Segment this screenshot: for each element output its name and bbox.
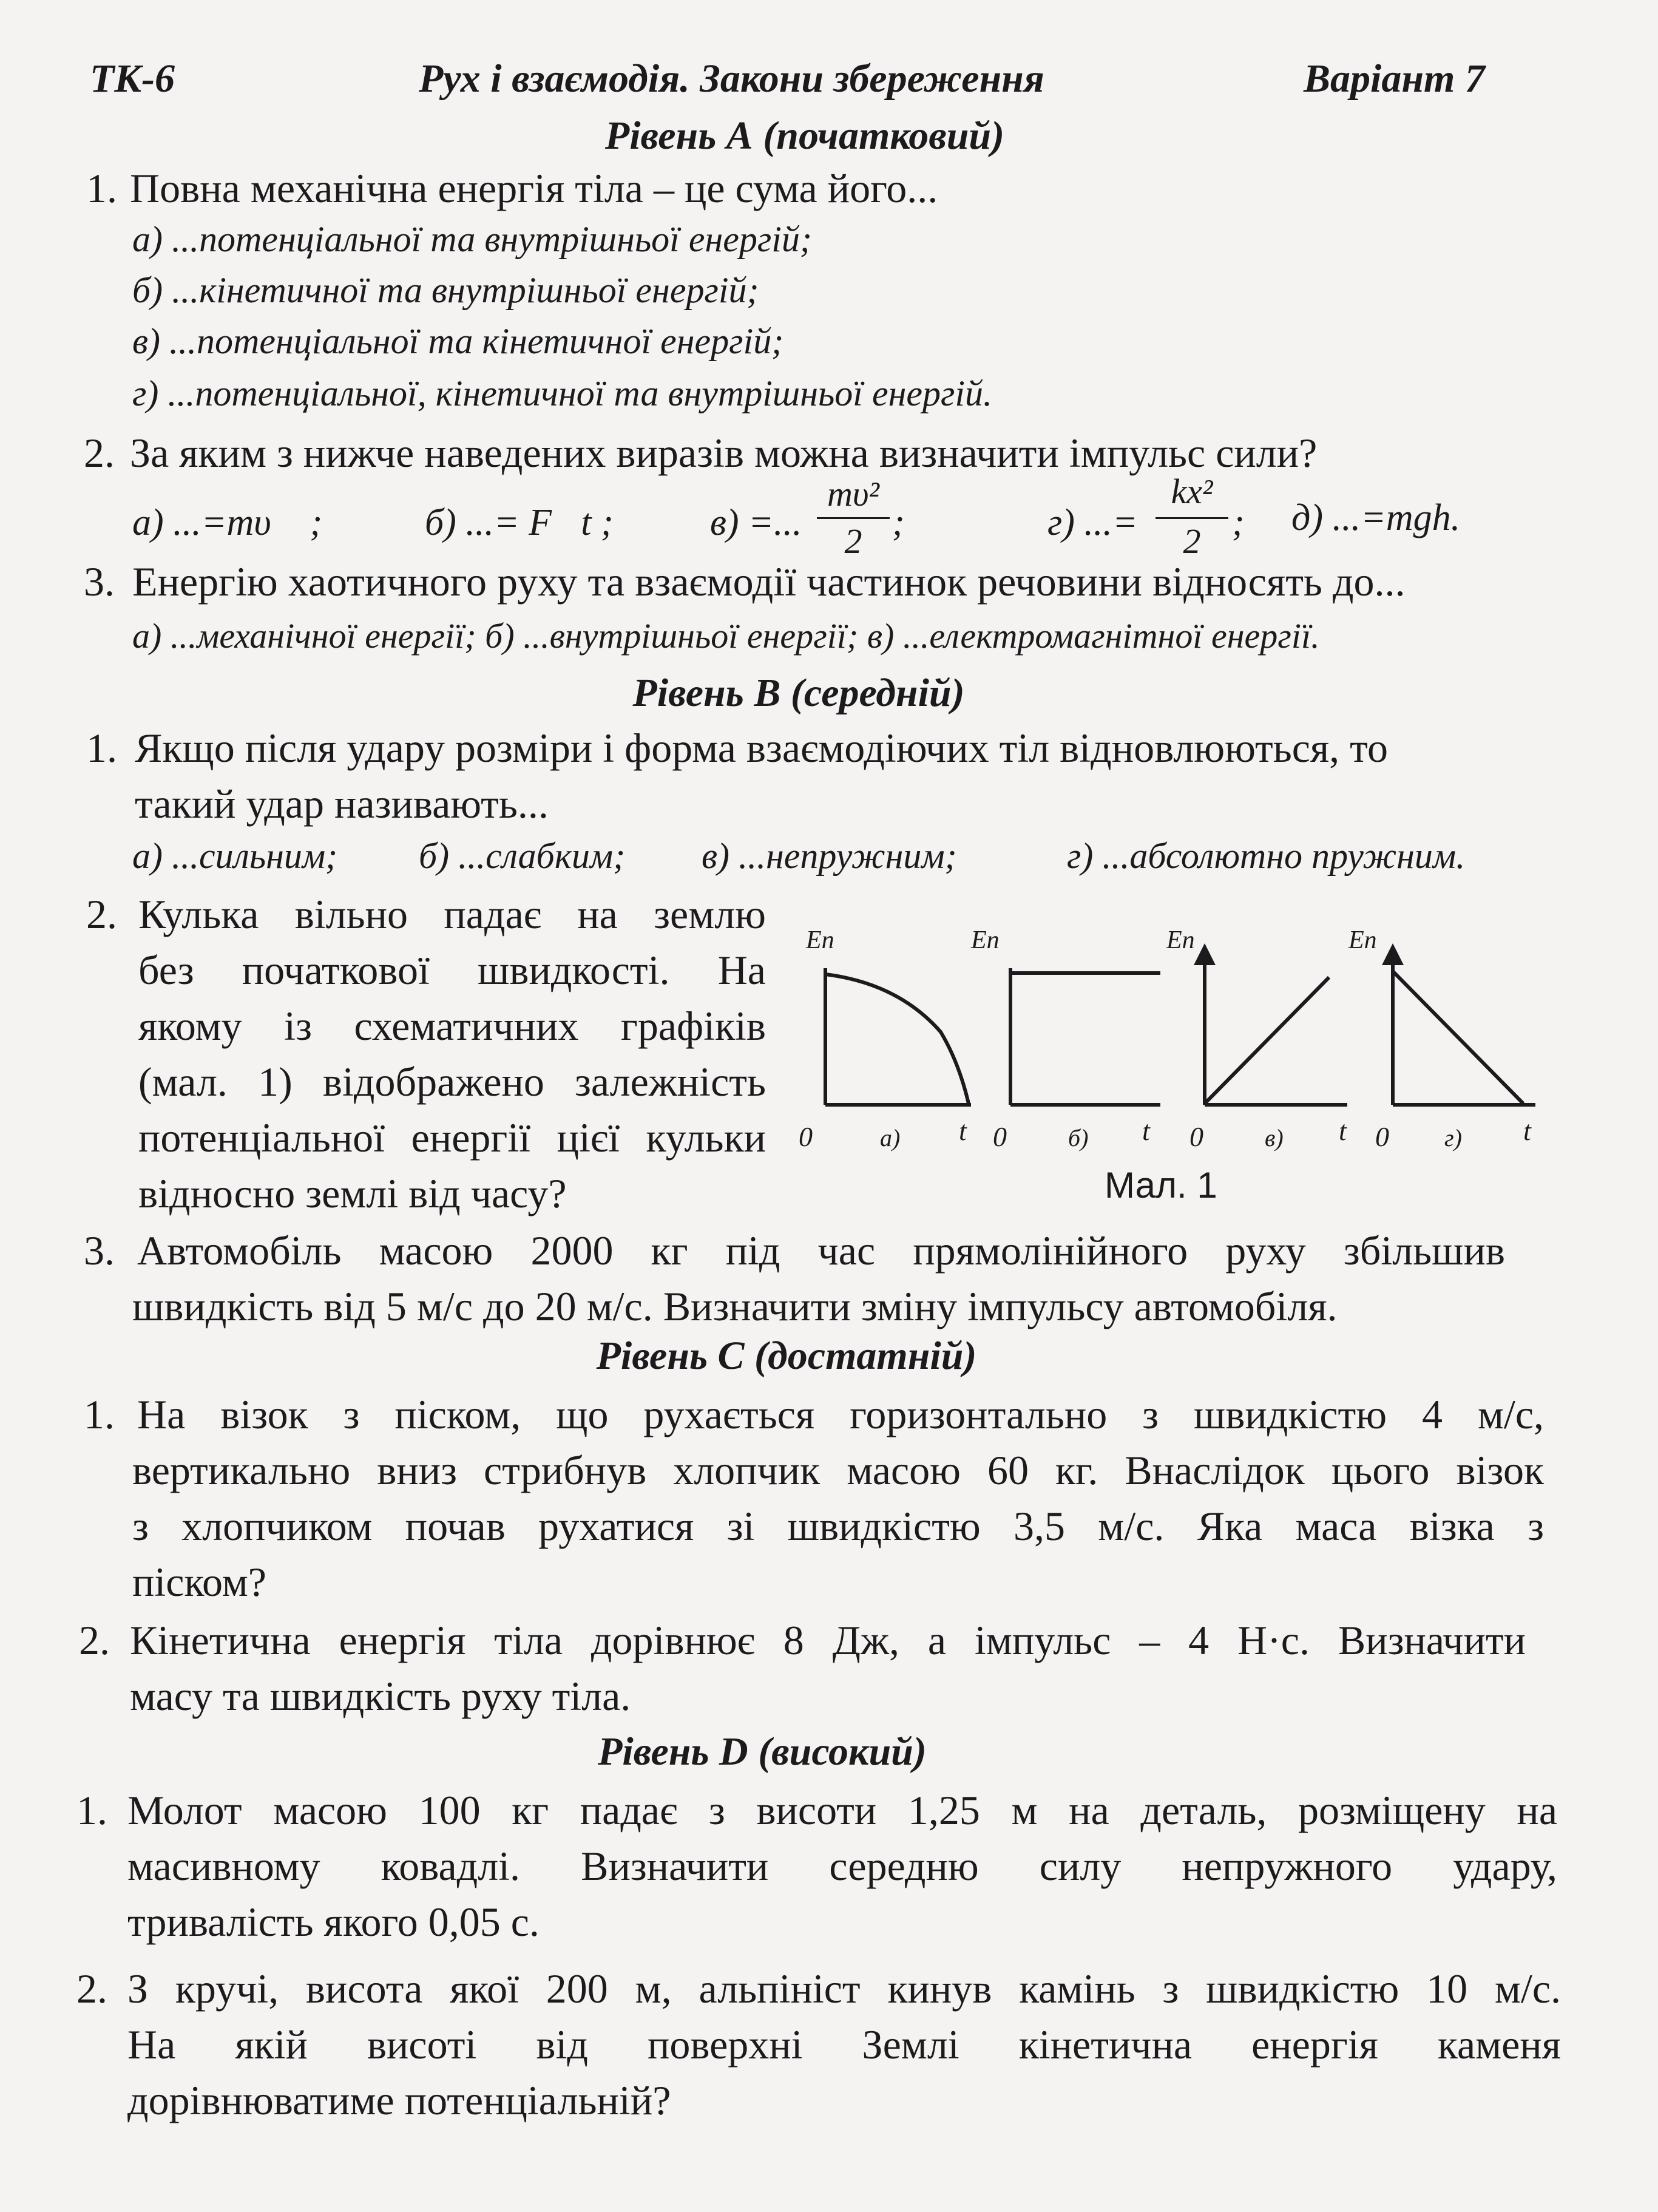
formula-option-a: а) ...=mυ⃗ ; — [132, 502, 323, 543]
graphs-svg — [795, 911, 1560, 1165]
formula-option-v-suffix: ; — [892, 502, 905, 543]
fraction-numerator: kx² — [1171, 472, 1213, 511]
question-text-line: З кручі, висота якої 200 м, альпініст кинув камінь з швидкістю 10 м/с. — [127, 1966, 1561, 2012]
question-number: 1. — [86, 165, 117, 211]
graph-v-label: в) — [1265, 1124, 1284, 1152]
test-code: ТК-6 — [90, 56, 175, 101]
question-number: 1. — [76, 1787, 107, 1833]
question-text-line: дорівнюватиме потенціальній? — [127, 2077, 671, 2123]
graph-b-y-label: Eп — [971, 926, 1000, 954]
question-text-line: масу та швидкість руху тіла. — [130, 1673, 631, 1719]
question-number: 1. — [84, 1391, 115, 1437]
question-text-line: (мал. 1) відображено залежність — [138, 1059, 766, 1105]
level-a-heading: Рівень А (початковий) — [604, 114, 1005, 158]
formula-option-b: б) ...= F⃗t ; — [425, 502, 614, 543]
question-text: Повна механічна енергія тіла – це сума його... — [130, 165, 938, 211]
question-text-line: Молот масою 100 кг падає з висоти 1,25 м на деталь, розміщену на — [127, 1787, 1557, 1833]
variant-label: Варіант 7 — [1304, 56, 1485, 101]
question-text: Енергію хаотичного руху та взаємодії частинок речовини відносять до... — [132, 558, 1406, 605]
answer-option: а) ...потенціальної та внутрішньої енергій; — [132, 219, 812, 259]
question-text-line: без початкової швидкості. На — [138, 947, 766, 993]
graph-a-label: а) — [880, 1124, 901, 1152]
question-text-line: потенціальної енергії цієї кульки — [138, 1114, 766, 1161]
answer-option: г) ...потенціальної, кінетичної та внутрішньої енергій. — [132, 373, 993, 413]
question-number: 1. — [86, 725, 117, 771]
graph-v-y-label: Eп — [1166, 926, 1195, 954]
question-text-line: з хлопчиком почав рухатися зі швидкістю 3,5 м/с. Яка маса візка з — [132, 1503, 1544, 1549]
level-b-heading: Рівень В (середній) — [632, 671, 965, 715]
question-number: 2. — [84, 430, 115, 476]
question-number: 3. — [84, 1227, 115, 1274]
figure-1-graphs — [795, 911, 1560, 1165]
figure-caption: Мал. 1 — [1105, 1165, 1217, 1206]
graph-g-line — [1393, 971, 1523, 1104]
graph-g-x-label: t — [1523, 1115, 1531, 1146]
fraction-denominator: 2 — [844, 521, 862, 561]
question-text-line: Автомобіль масою 2000 кг під час прямолінійного руху збільшив — [137, 1227, 1505, 1274]
fraction-denominator: 2 — [1183, 521, 1201, 561]
answer-option: б) ...слабким; — [419, 836, 626, 876]
answer-option: а) ...сильним; — [132, 836, 338, 876]
question-text-line: Якщо після удару розміри і форма взаємодіючих тіл відновлюються, то — [135, 725, 1389, 771]
formula-option-d: д) ...=mgh. — [1291, 497, 1461, 538]
answer-option: в) ...потенціальної та кінетичної енергій; — [132, 321, 784, 361]
graph-a-origin: 0 — [799, 1121, 813, 1152]
fraction-bar — [1156, 517, 1228, 519]
fraction-bar — [817, 517, 890, 519]
question-number: 3. — [84, 558, 115, 605]
graph-g-label: г) — [1444, 1124, 1462, 1152]
graph-v-x-label: t — [1339, 1115, 1347, 1146]
graph-b-label: б) — [1068, 1124, 1089, 1152]
fraction-v — [817, 473, 890, 561]
graph-a-y-label: Eп — [806, 926, 834, 954]
answer-options: а) ...механічної енергії; б) ...внутрішньої енергії; в) ...електромагнітної енергії. — [132, 616, 1320, 656]
graph-g-origin: 0 — [1375, 1121, 1389, 1152]
graph-v-origin: 0 — [1189, 1121, 1203, 1152]
formula-option-g-suffix: ; — [1232, 502, 1245, 543]
question-text: За яким з нижче наведених виразів можна визначити імпульс сили? — [130, 430, 1318, 476]
question-number: 2. — [76, 1966, 107, 2012]
question-text-line: На візок з піском, що рухається горизонтально з швидкістю 4 м/с, — [137, 1391, 1544, 1437]
question-text-line: Кінетична енергія тіла дорівнює 8 Дж, а імпульс – 4 Н·с. Визначити — [130, 1617, 1526, 1663]
question-text-line: вертикально вниз стрибнув хлопчик масою 60 кг. Внаслідок цього візок — [132, 1447, 1544, 1493]
page-header — [0, 56, 1658, 104]
question-text-line: піском? — [132, 1559, 266, 1605]
question-text-line: відносно землі від часу? — [138, 1170, 567, 1216]
graph-b-origin: 0 — [993, 1121, 1007, 1152]
question-number: 2. — [86, 891, 117, 937]
question-text-line: якому із схематичних графіків — [138, 1003, 766, 1049]
question-number: 2. — [79, 1617, 110, 1663]
level-c-heading: Рівень С (достатній) — [596, 1334, 977, 1378]
page-title: Рух і взаємодія. Закони збереження — [419, 56, 1044, 101]
fraction-g — [1156, 471, 1228, 561]
question-text-line: швидкість від 5 м/с до 20 м/с. Визначити зміну імпульсу автомобіля. — [132, 1283, 1338, 1329]
answer-option: в) ...непружним; — [702, 836, 957, 876]
question-text-line: масивному ковадлі. Визначити середню силу непружного удару, — [127, 1843, 1557, 1889]
graph-a-x-label: t — [959, 1115, 967, 1146]
answer-option: г) ...абсолютно пружним. — [1067, 836, 1466, 876]
answer-option: б) ...кінетичної та внутрішньої енергій; — [132, 270, 759, 310]
question-text-line: такий удар називають... — [135, 781, 549, 827]
graph-b-x-label: t — [1142, 1115, 1150, 1146]
question-text-line: На якій висоті від поверхні Землі кінетична енергія каменя — [127, 2021, 1561, 2068]
question-text-line: тривалість якого 0,05 с. — [127, 1899, 540, 1945]
fraction-numerator: mυ² — [827, 474, 879, 514]
formula-option-g-prefix: г) ...= — [1047, 502, 1138, 543]
graph-a-curve — [825, 974, 969, 1104]
graph-v-line — [1205, 977, 1329, 1104]
graph-g-y-label: Eп — [1348, 926, 1377, 954]
question-text-line: Кулька вільно падає на землю — [138, 891, 766, 937]
formula-option-v-prefix: в) =... — [710, 502, 802, 543]
level-d-heading: Рівень D (високий) — [598, 1729, 927, 1774]
